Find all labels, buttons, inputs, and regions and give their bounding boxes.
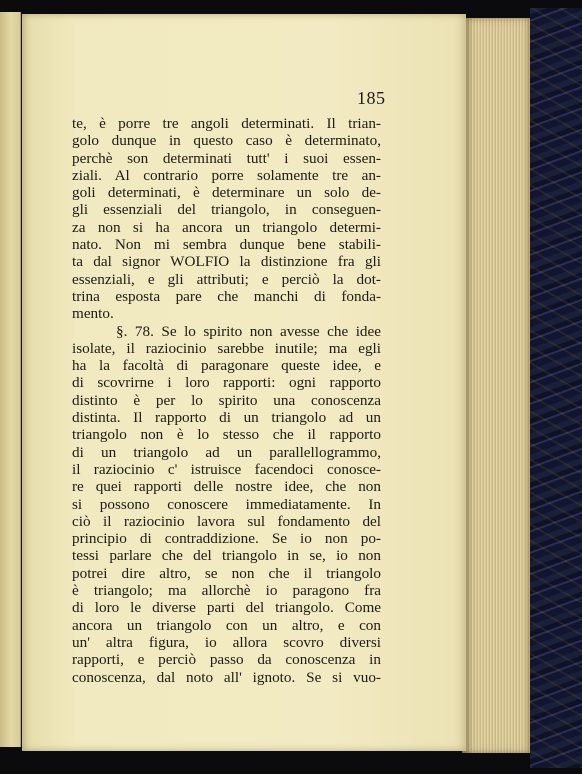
- text-line: conoscenza, dal noto all' ignoto. Se si vuo-: [72, 668, 381, 686]
- text-line: re quei rapporti delle nostre idee, che non: [72, 478, 381, 496]
- text-line: gli essenziali del triangolo, in conseguen-: [72, 201, 381, 219]
- text-line: ancora un triangolo con un altro, e con: [72, 616, 381, 634]
- facing-page-edge: [0, 12, 21, 747]
- text-line: mento.: [72, 305, 114, 323]
- text-line: un' altra figura, io allora scovro diversi: [72, 633, 381, 651]
- text-line: golo dunque in questo caso è determinato,: [72, 132, 381, 150]
- text-line: di un triangolo ad un parallellogrammo,: [72, 443, 381, 461]
- section-first-line: §. 78. Se lo spirito non avesse che idee: [116, 322, 381, 340]
- text-line: il raziocinio c' istruisce facendoci conosce-: [72, 460, 381, 478]
- text-line: distinta. Il rapporto di un triangolo ad un: [72, 409, 381, 427]
- text-line: triangolo non è lo stesso che il rapporto: [72, 426, 381, 444]
- text-line: essenziali, e gli attributi; e perciò la dot-: [72, 270, 381, 288]
- text-line: ciò il raziocinio lavora sul fondamento del: [72, 512, 381, 530]
- text-line: te, è porre tre angoli determinati. Il trian-: [72, 115, 381, 132]
- text-line: è triangolo; ma allorchè io paragono fra: [72, 582, 381, 600]
- text-line: ta dal signor WOLFIO la distinzione fra gli: [72, 253, 381, 271]
- text-line: trina esposta pare che manchi di fonda-: [72, 287, 381, 305]
- text-line: za non si ha ancora un triangolo determi-: [72, 218, 381, 236]
- text-line: distinto è per lo spirito una conoscenza: [72, 391, 381, 409]
- text-line: si possono conoscere immediatamente. In: [72, 495, 381, 513]
- text-line: perchè son determinati tutt' i suoi essen-: [72, 149, 381, 167]
- text-line: tessi parlare che del triangolo in se, io non: [72, 547, 381, 565]
- page-number: 185: [357, 88, 386, 108]
- book-page: [22, 14, 466, 751]
- text-line: nato. Non mi sembra dunque bene stabili-: [72, 236, 381, 254]
- text-line: ha la facoltà di paragonare queste idee, e: [72, 357, 381, 375]
- body-text: [72, 115, 381, 686]
- text-line: rapporti, e perciò passo da conoscenza in: [72, 651, 381, 669]
- text-line: isolate, il raziocinio sarebbe inutile; ma egli: [72, 339, 381, 357]
- text-line: potrei dire altro, se non che il triangolo: [72, 564, 381, 582]
- text-line: di loro le diverse parti del triangolo. Come: [72, 599, 381, 617]
- text-line: goli determinati, è determinare un solo de-: [72, 184, 381, 202]
- marbled-endpaper: [530, 8, 582, 768]
- page-fore-edge: [462, 18, 530, 753]
- text-line: principio di contraddizione. Se io non po-: [72, 530, 381, 548]
- text-line: di scovrirne i loro rapporti: ogni rapporto: [72, 374, 381, 392]
- text-line: ziali. Al contrario porre solamente tre an-: [72, 166, 381, 184]
